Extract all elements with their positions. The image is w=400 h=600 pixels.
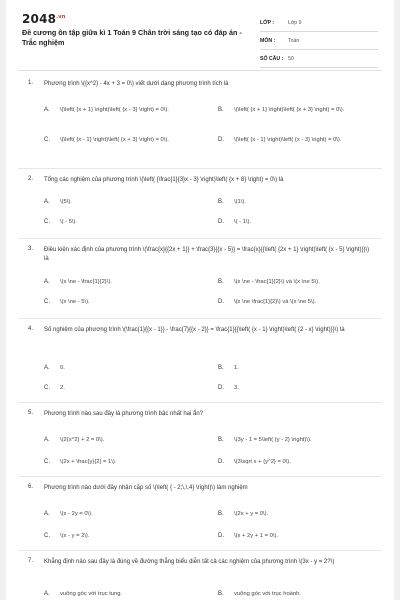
meta-value: Lớp 9 (288, 19, 302, 26)
option-letter: A. (44, 279, 50, 285)
option-letter: D. (218, 459, 224, 465)
question-number: 3. (28, 246, 34, 252)
question-text: Khẳng định nào sau đây là đúng về đường thẳng biểu diễn tất cả các nghiệm của phương trình \(3x - y = 2?\) (44, 559, 335, 565)
option-text: \(2{x^2} + 2 = 0\). (60, 437, 105, 443)
meta-key: MÔN : (260, 37, 276, 44)
option-letter: A. (44, 199, 50, 205)
site-logo[interactable]: $2048^{.vn}$ (22, 12, 66, 26)
option-letter: B. (218, 511, 224, 517)
option-text: \(\left( {x - 1} \right)\left( {x - 3} \right) = 0\). (234, 137, 342, 143)
meta-row-subject (260, 32, 378, 50)
meta-key: LỚP : (260, 19, 275, 26)
option-text: \(x - y = 2\). (60, 533, 90, 539)
option-letter: C. (44, 299, 50, 305)
option-letter: C. (44, 137, 50, 143)
option-letter: C. (44, 459, 50, 465)
option-text: \(2x + \frac{y}{2} = 1\). (60, 459, 117, 465)
meta-key: SỐ CÂU : (260, 55, 284, 62)
option-text: 3. (234, 385, 239, 391)
option-text: \(3y - 1 = 5\left( {y - 2} \right)\). (234, 437, 312, 443)
question-number: 7. (28, 558, 34, 564)
option-text: \(1\). (234, 199, 246, 205)
document-title: Đề cương ôn tập giữa kì 1 Toán 9 Chân trời sáng tạo có đáp án - Trắc nghiệm (22, 28, 242, 47)
option-text: \(\left( {x - 1} \right)\left( {x + 3} \right) = 0\). (60, 137, 169, 143)
option-text: \(\left( {x + 1} \right)\left( {x - 3} \right) = 0\). (60, 107, 169, 113)
question-number: 1. (28, 80, 34, 86)
option-letter: B. (218, 199, 224, 205)
option-letter: C. (44, 533, 50, 539)
option-text: \(\left( {x + 1} \right)\left( {x + 3} \right) = 0\). (234, 107, 345, 113)
option-letter: A. (44, 591, 50, 597)
question-3 (18, 246, 382, 319)
meta-row-count (260, 50, 378, 68)
option-letter: B. (218, 279, 224, 285)
option-text: vuông góc với trục tung. (60, 591, 123, 597)
option-text: \(x \ne \frac{1}{2}\) và \(x \ne 5\). (234, 299, 317, 305)
question-number: 2. (28, 176, 34, 182)
question-4 (18, 326, 382, 403)
option-text: \(x + 2y + 1 = 0\). (234, 533, 278, 539)
question-number: 6. (28, 484, 34, 490)
option-letter: B. (218, 591, 224, 597)
option-text: \(3\sqrt x + {y^2} = 0\). (234, 459, 291, 465)
question-text: Điều kiện xác định của phương trình \(\frac{x}{{2x + 1}} + \frac{3}{{x - 5}} = \frac{x}{{\left( {2x + 1} \right)\left( {x - 5} \right)}}\) là (44, 247, 370, 262)
option-letter: A. (44, 437, 50, 443)
option-text: \(2x + y = 0\). (234, 511, 269, 517)
option-letter: B. (218, 365, 224, 371)
option-letter: D. (218, 137, 224, 143)
option-text: \(x \ne - \frac{1}{2}\). (60, 279, 112, 285)
question-1 (18, 80, 382, 169)
question-7 (18, 558, 382, 600)
option-text: \(x \ne - \frac{1}{2}\) và \(x \ne 5\). (234, 279, 320, 285)
option-text: vuông góc với trục hoành. (234, 591, 301, 597)
option-letter: A. (44, 511, 50, 517)
meta-row-class (260, 14, 378, 32)
option-letter: B. (218, 107, 224, 113)
option-letter: D. (218, 385, 224, 391)
option-letter: A. (44, 365, 50, 371)
question-5 (18, 410, 382, 477)
document-page (6, 0, 394, 600)
question-number: 5. (28, 410, 34, 416)
option-text: \( - 1\). (234, 219, 252, 225)
meta-value: 50 (288, 55, 294, 62)
question-number: 4. (28, 326, 34, 332)
question-6 (18, 484, 382, 551)
option-text: 0. (60, 365, 65, 371)
question-text: Phương trình nào sau đây là phương trình bậc nhất hai ẩn? (44, 411, 204, 417)
option-letter: B. (218, 437, 224, 443)
meta-value: Toán (288, 37, 300, 44)
option-text: \( - 5\). (60, 219, 78, 225)
option-letter: C. (44, 219, 50, 225)
option-letter: D. (218, 533, 224, 539)
header-divider (18, 70, 382, 71)
option-letter: A. (44, 107, 50, 113)
option-text: 2. (60, 385, 65, 391)
question-text: Tổng các nghiệm của phương trình \(\left( {\frac{1}{3}x - 3} \right)\left( {x + 8} \right) = 0\) là (44, 177, 284, 183)
option-letter: D. (218, 219, 224, 225)
question-2 (18, 176, 382, 239)
question-text: Số nghiệm của phương trình \(\frac{1}{{x - 1}} - \frac{7}{{x - 2}} = \frac{1}{{\left( {x - 1} \right)\left( {2 - x} \right)}}\) là (44, 327, 345, 333)
option-letter: D. (218, 299, 224, 305)
option-text: \(x \ne - 5\). (60, 299, 90, 305)
meta-table (260, 14, 378, 68)
option-text: 1. (234, 365, 239, 371)
option-text: \(x - 2y = 0\). (60, 511, 93, 517)
question-text: Phương trình \({x^2} - 4x + 3 = 0\) viết dưới dạng phương trình tích là (44, 81, 229, 87)
question-text: Phương trình nào dưới đây nhận cặp số \(\left( { - 2;\,\,4} \right)\) làm nghiệm (44, 485, 248, 491)
option-letter: C. (44, 385, 50, 391)
option-text: \(5\). (60, 199, 72, 205)
